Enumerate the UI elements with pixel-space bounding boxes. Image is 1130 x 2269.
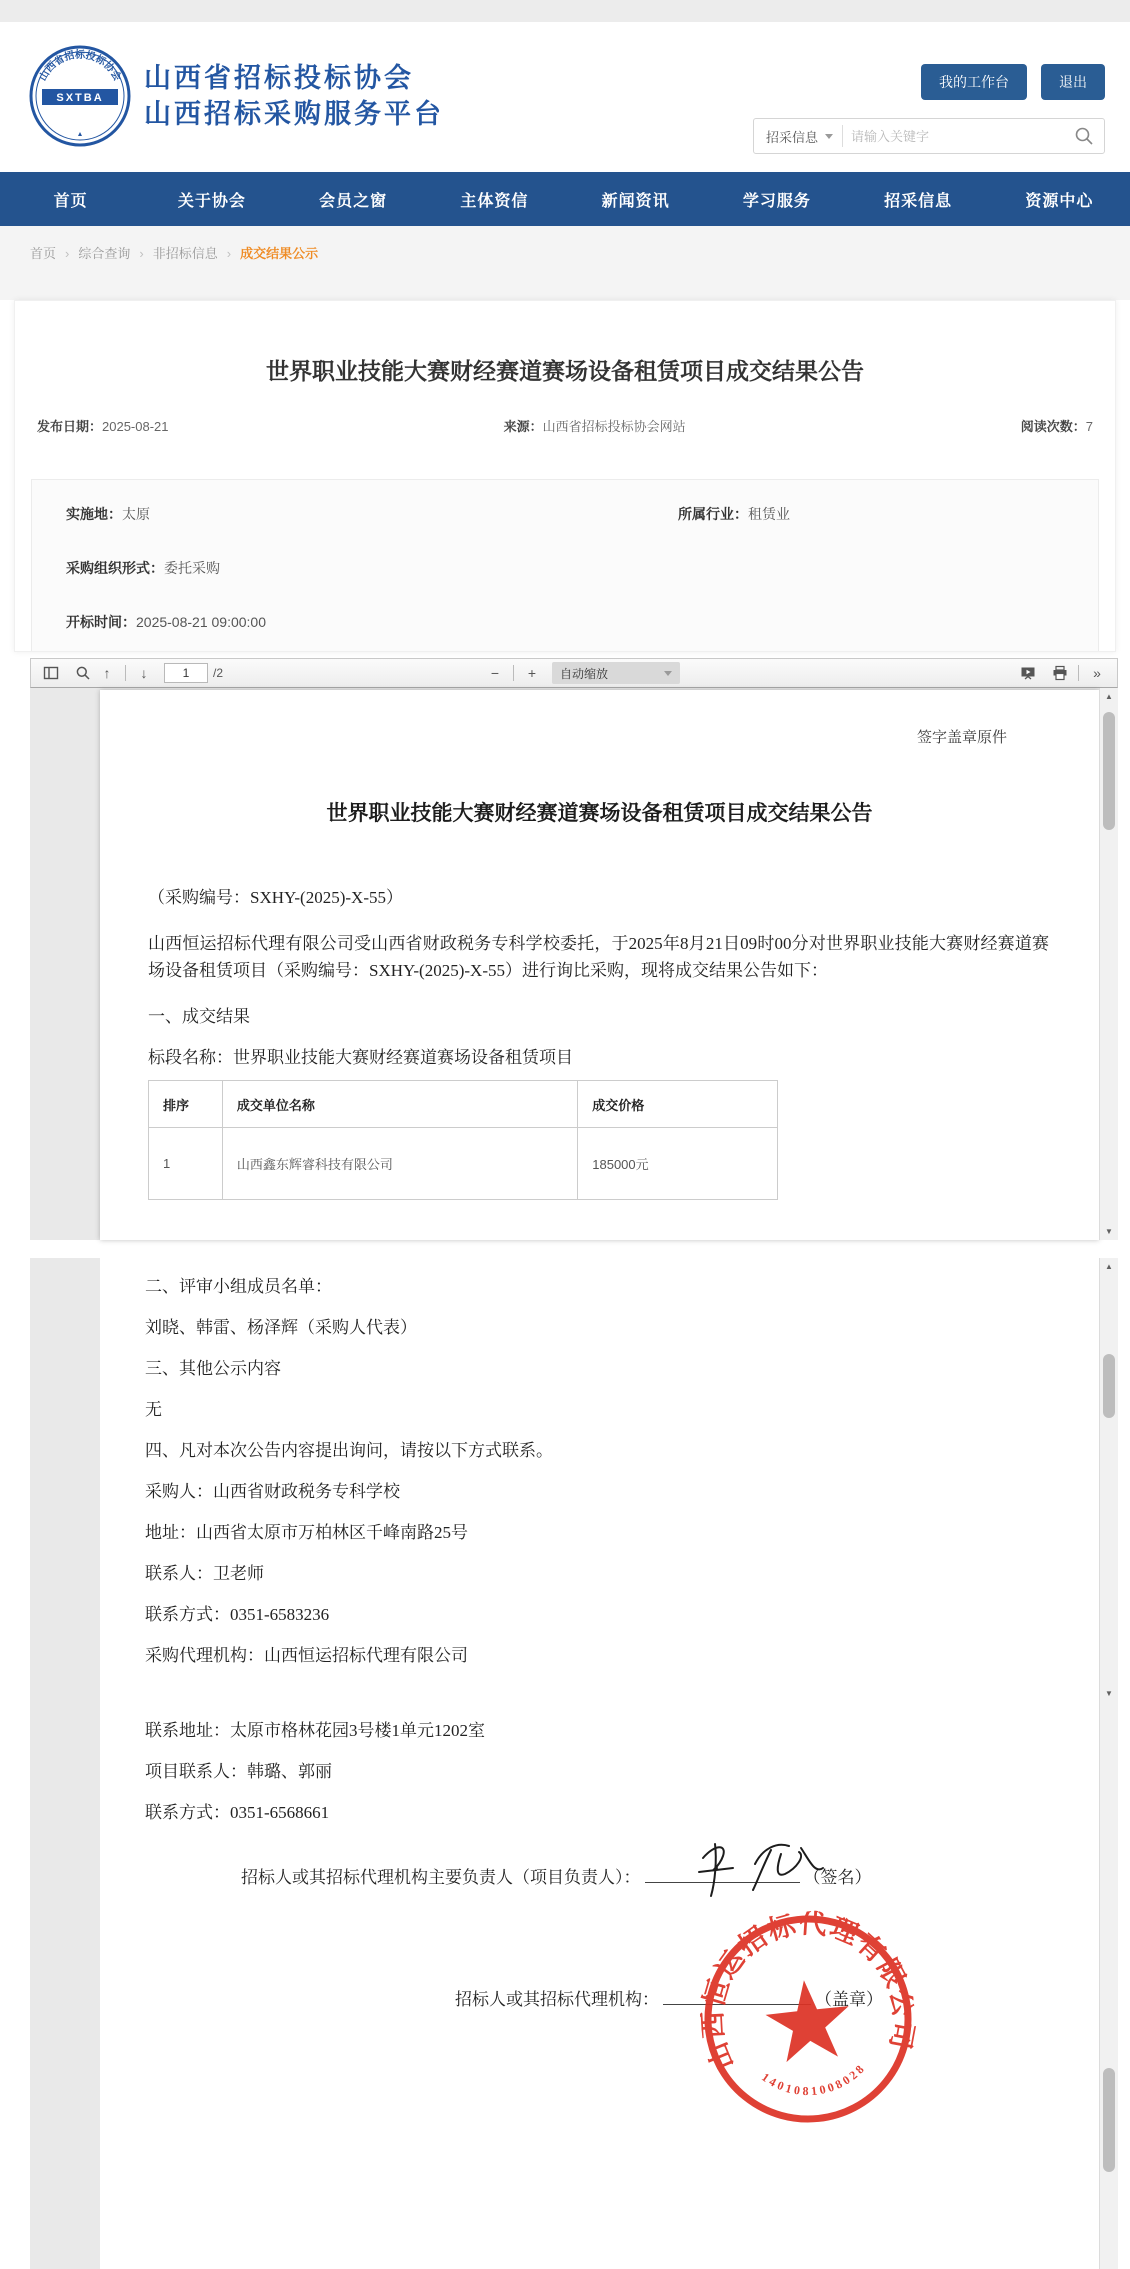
source-value: 山西省招标投标协会网站 — [542, 419, 686, 434]
zoom-level-value: 自动缩放 — [560, 666, 609, 681]
info-row — [66, 558, 1098, 578]
document-lines — [100, 1702, 1099, 1833]
nav-item-home[interactable]: 首页 — [53, 192, 88, 210]
breadcrumb-nonbid[interactable]: 非招标信息 — [152, 246, 218, 261]
find-icon[interactable] — [71, 661, 95, 685]
page-up-icon[interactable]: ↑ — [103, 665, 111, 681]
breadcrumb-query[interactable]: 综合查询 — [78, 246, 131, 261]
pdf-document-page2-bottom — [100, 1702, 1099, 2269]
scrollbar-thumb[interactable] — [1103, 2068, 1115, 2172]
breadcrumb-current: 成交结果公示 — [240, 246, 319, 261]
doc-line: 联系方式：0351-6583236 — [145, 1605, 330, 1624]
doc-line: 四、凡对本次公告内容提出询问，请按以下方式联系。 — [145, 1441, 553, 1460]
header-buttons — [921, 64, 1105, 100]
document-title: 世界职业技能大赛财经赛道赛场设备租赁项目成交结果公告 — [326, 801, 873, 825]
field-industry-label: 所属行业： — [678, 506, 748, 522]
nav-item-credit[interactable]: 主体资信 — [460, 192, 529, 210]
project-info-box — [31, 479, 1099, 652]
field-location-label: 实施地： — [66, 506, 122, 522]
print-icon[interactable] — [1048, 661, 1072, 685]
main-nav — [0, 172, 1130, 226]
more-tools-icon[interactable]: » — [1093, 665, 1101, 681]
doc-line: 项目联系人：韩璐、郭丽 — [145, 1762, 332, 1781]
stamp-star-icon — [762, 1976, 853, 2064]
search-category-select[interactable] — [754, 127, 842, 146]
signature-agency-label: 招标人或其招标代理机构： — [455, 1990, 659, 2009]
presentation-mode-icon[interactable] — [1016, 661, 1040, 685]
article-card — [14, 300, 1116, 652]
doc-line: 刘晓、韩雷、杨泽辉（采购人代表） — [145, 1318, 417, 1337]
procurement-number: （采购编号：SXHY-(2025)-X-55） — [148, 888, 403, 907]
svg-text:SXTBA: SXTBA — [56, 92, 104, 104]
nav-item-learning[interactable]: 学习服务 — [742, 192, 811, 210]
nav-item-tenders[interactable]: 招采信息 — [884, 192, 953, 210]
view-count — [1021, 416, 1093, 435]
signature-handwriting — [693, 1838, 833, 1902]
scroll-down-icon[interactable]: ▼ — [1105, 1689, 1113, 1698]
sidebar-toggle-icon[interactable] — [39, 661, 63, 685]
doc-line: 采购代理机构：山西恒运招标代理有限公司 — [145, 1646, 468, 1665]
header-price: 成交价格 — [578, 1081, 778, 1128]
search-bar — [753, 118, 1105, 154]
top-strip — [0, 0, 1130, 22]
pdf-viewer-page1 — [30, 688, 1118, 1240]
cell-winner-name: 山西鑫东辉睿科技有限公司 — [222, 1128, 577, 1200]
toolbar-right — [1016, 661, 1109, 685]
lot-name-line: 标段名称：世界职业技能大赛财经赛道赛场设备租赁项目 — [148, 1048, 573, 1067]
scroll-up-icon[interactable]: ▲ — [1105, 1262, 1113, 1271]
pdf-document-page2-top — [100, 1258, 1099, 1702]
chevron-down-icon — [664, 671, 672, 676]
field-procurement-form-value: 委托采购 — [164, 560, 220, 576]
association-seal-icon — [28, 44, 132, 148]
pdf-toolbar — [30, 658, 1118, 688]
view-count-label: 阅读次数： — [1020, 419, 1086, 434]
signature-person-label: 招标人或其招标代理机构主要负责人（项目负责人）： — [241, 1868, 641, 1887]
scrollbar[interactable] — [1099, 1702, 1118, 2269]
search-input[interactable] — [843, 129, 1074, 144]
site-header — [0, 22, 1130, 172]
publish-date-label: 发布日期： — [37, 419, 103, 434]
nav-item-members[interactable]: 会员之窗 — [319, 192, 388, 210]
scrollbar-thumb[interactable] — [1103, 712, 1115, 830]
field-industry — [678, 504, 1098, 524]
zoom-out-icon[interactable]: − — [490, 665, 500, 681]
view-count-value: 7 — [1085, 419, 1093, 434]
doc-line: 三、其他公示内容 — [145, 1359, 281, 1378]
signature-person-suffix: （签名） — [803, 1868, 872, 1887]
zoom-controls — [483, 661, 680, 685]
pdf-document-page1 — [100, 690, 1099, 1240]
publish-date — [37, 416, 169, 435]
breadcrumb-separator: › — [226, 246, 232, 261]
section-heading-result: 一、成交结果 — [148, 1007, 250, 1026]
field-industry-value: 租赁业 — [748, 506, 790, 522]
doc-line: 联系地址：太原市格林花园3号楼1单元1202室 — [145, 1721, 485, 1740]
scrollbar-thumb[interactable] — [1103, 1354, 1115, 1418]
field-opening-time — [66, 612, 678, 632]
search-icon[interactable] — [1074, 126, 1104, 146]
table-header-row — [149, 1081, 778, 1128]
logout-button[interactable]: 退出 — [1041, 64, 1105, 100]
doc-line: 联系人：卫老师 — [145, 1564, 264, 1583]
field-procurement-form — [66, 558, 678, 578]
breadcrumb-separator: › — [65, 246, 70, 261]
info-row — [66, 504, 1098, 524]
result-table — [148, 1080, 778, 1200]
page-title: 世界职业技能大赛财经赛道赛场设备租赁项目成交结果公告 — [266, 358, 864, 384]
field-opening-time-value: 2025-08-21 09:00:00 — [136, 614, 266, 630]
scrollbar[interactable] — [1099, 1258, 1118, 1702]
header-winner-name: 成交单位名称 — [222, 1081, 577, 1128]
pdf-viewer-page2-top — [30, 1258, 1118, 1702]
doc-line: 采购人：山西省财政税务专科学校 — [145, 1482, 400, 1501]
corner-note: 签字盖章原件 — [916, 730, 1007, 746]
publish-date-value: 2025-08-21 — [102, 419, 169, 434]
zoom-in-icon[interactable]: + — [527, 665, 537, 681]
workspace-button[interactable]: 我的工作台 — [921, 64, 1027, 100]
pdf-viewer-page2-bottom — [30, 1702, 1118, 2269]
scrollbar[interactable] — [1099, 688, 1118, 1240]
nav-item-resources[interactable]: 资源中心 — [1025, 192, 1094, 210]
nav-item-news[interactable]: 新闻资讯 — [601, 192, 670, 210]
nav-item-about[interactable]: 关于协会 — [177, 192, 246, 210]
cell-rank: 1 — [149, 1128, 223, 1200]
header-rank: 排序 — [149, 1081, 223, 1128]
chevron-down-icon — [825, 134, 833, 139]
zoom-level-select[interactable] — [552, 662, 680, 684]
page-number-input[interactable] — [164, 663, 208, 683]
breadcrumb-home[interactable]: 首页 — [30, 246, 57, 261]
brand-titles — [144, 60, 444, 132]
breadcrumb-separator: › — [139, 246, 144, 261]
company-stamp — [690, 1901, 925, 2136]
platform-name: 山西招标采购服务平台 — [144, 99, 444, 129]
field-procurement-form-label: 采购组织形式： — [66, 560, 164, 576]
svg-text:山西省招标投标协会: 山西省招标投标协会 — [37, 49, 123, 83]
field-opening-time-label: 开标时间： — [66, 614, 136, 630]
scroll-down-icon[interactable]: ▼ — [1105, 1227, 1113, 1236]
signature-agency-suffix: （盖章） — [815, 1990, 883, 2009]
document-intro: 山西恒运招标代理有限公司受山西省财政税务专科学校委托，于2025年8月21日09时00分对世界职业技能大赛财经赛道赛场设备租赁项目（采购编号：SXHY-(2025)-X-55）进行询比采购，现将成交结果公告如下： — [148, 934, 1049, 980]
document-lines — [100, 1258, 1099, 1676]
cell-price: 185000元 — [578, 1128, 778, 1200]
table-row — [149, 1128, 778, 1200]
field-location — [66, 504, 678, 524]
doc-line: 无 — [145, 1400, 162, 1419]
signature-row-person — [241, 1863, 1099, 1888]
page-count: /2 — [213, 666, 224, 680]
field-location-value: 太原 — [122, 506, 150, 522]
scroll-up-icon[interactable]: ▲ — [1105, 692, 1113, 701]
source — [504, 416, 686, 435]
breadcrumb — [0, 226, 1130, 300]
svg-text:山西恒运招标代理有限公司: 山西恒运招标代理有限公司 — [697, 1908, 919, 2075]
page-down-icon[interactable]: ↓ — [140, 665, 148, 681]
org-name: 山西省招标投标协会 — [144, 63, 414, 93]
doc-line: 二、评审小组成员名单： — [145, 1277, 332, 1296]
doc-line: 联系方式：0351-6568661 — [145, 1803, 330, 1822]
article-meta — [15, 416, 1115, 435]
info-row — [66, 612, 1098, 632]
search-category-label: 招采信息 — [766, 129, 819, 145]
svg-text:1401081008028: 1401081008028 — [759, 2060, 869, 2099]
doc-line: 地址：山西省太原市万柏林区千峰南路25号 — [145, 1523, 468, 1542]
source-label: 来源： — [503, 419, 543, 434]
logo — [28, 44, 444, 148]
